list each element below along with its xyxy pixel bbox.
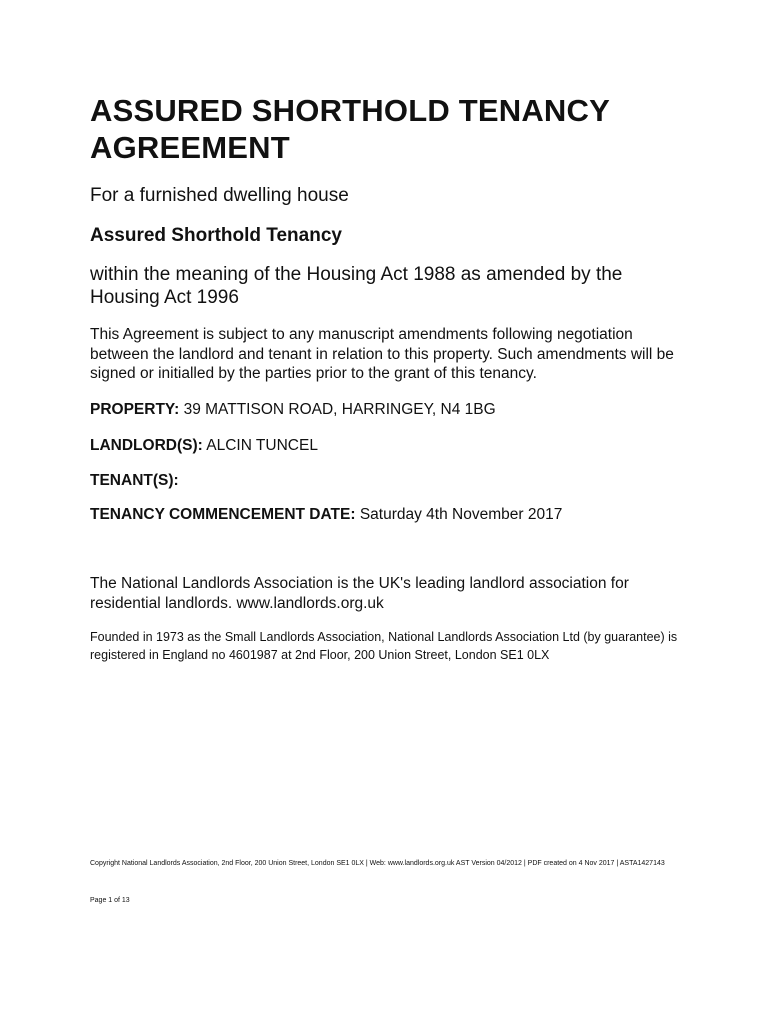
agreement-paragraph: This Agreement is subject to any manuscript amendments following negotiation between the landlord and tenant in relation to this property. Such amendments will be signed or initialled by the parties prior to the grant of this tenancy.	[90, 326, 674, 382]
tenant-field	[90, 471, 179, 491]
commencement-date-value: Saturday 4th November 2017	[359, 506, 563, 523]
tenant-label: TENANT(S):	[90, 472, 179, 489]
property-field	[90, 400, 496, 420]
page-number: Page 1 of 13	[90, 897, 130, 904]
document-subtitle: For a furnished dwelling house	[90, 185, 349, 206]
property-value: 39 MATTISON ROAD, HARRINGEY, N4 1BG	[183, 401, 496, 418]
tenancy-type-heading: Assured Shorthold Tenancy	[90, 225, 342, 246]
property-label: PROPERTY:	[90, 401, 180, 418]
copyright-footer: Copyright National Landlords Association, 2nd Floor, 200 Union Street, London SE1 0LX | Web: www.landlords.org.uk AST Version 04/2012 | PDF created on 4 Nov 2017 | ASTA1427143	[90, 860, 665, 867]
document-title: ASSURED SHORTHOLD TENANCY AGREEMENT	[90, 93, 610, 165]
nla-description: The National Landlords Association is the UK's leading landlord association for residential landlords. www.landlords.org.uk	[90, 575, 629, 612]
landlord-field	[90, 436, 318, 456]
commencement-date-label: TENANCY COMMENCEMENT DATE:	[90, 506, 356, 523]
housing-act-reference: within the meaning of the Housing Act 1988 as amended by the Housing Act 1996	[90, 264, 623, 308]
commencement-date-field	[90, 505, 562, 525]
landlord-label: LANDLORD(S):	[90, 437, 203, 454]
landlord-value: ALCIN TUNCEL	[206, 437, 318, 454]
founded-note: Founded in 1973 as the Small Landlords Association, National Landlords Association Ltd (by guarantee) is registered in England no 4601987 at 2nd Floor, 200 Union Street, London SE1 0LX	[90, 630, 678, 662]
